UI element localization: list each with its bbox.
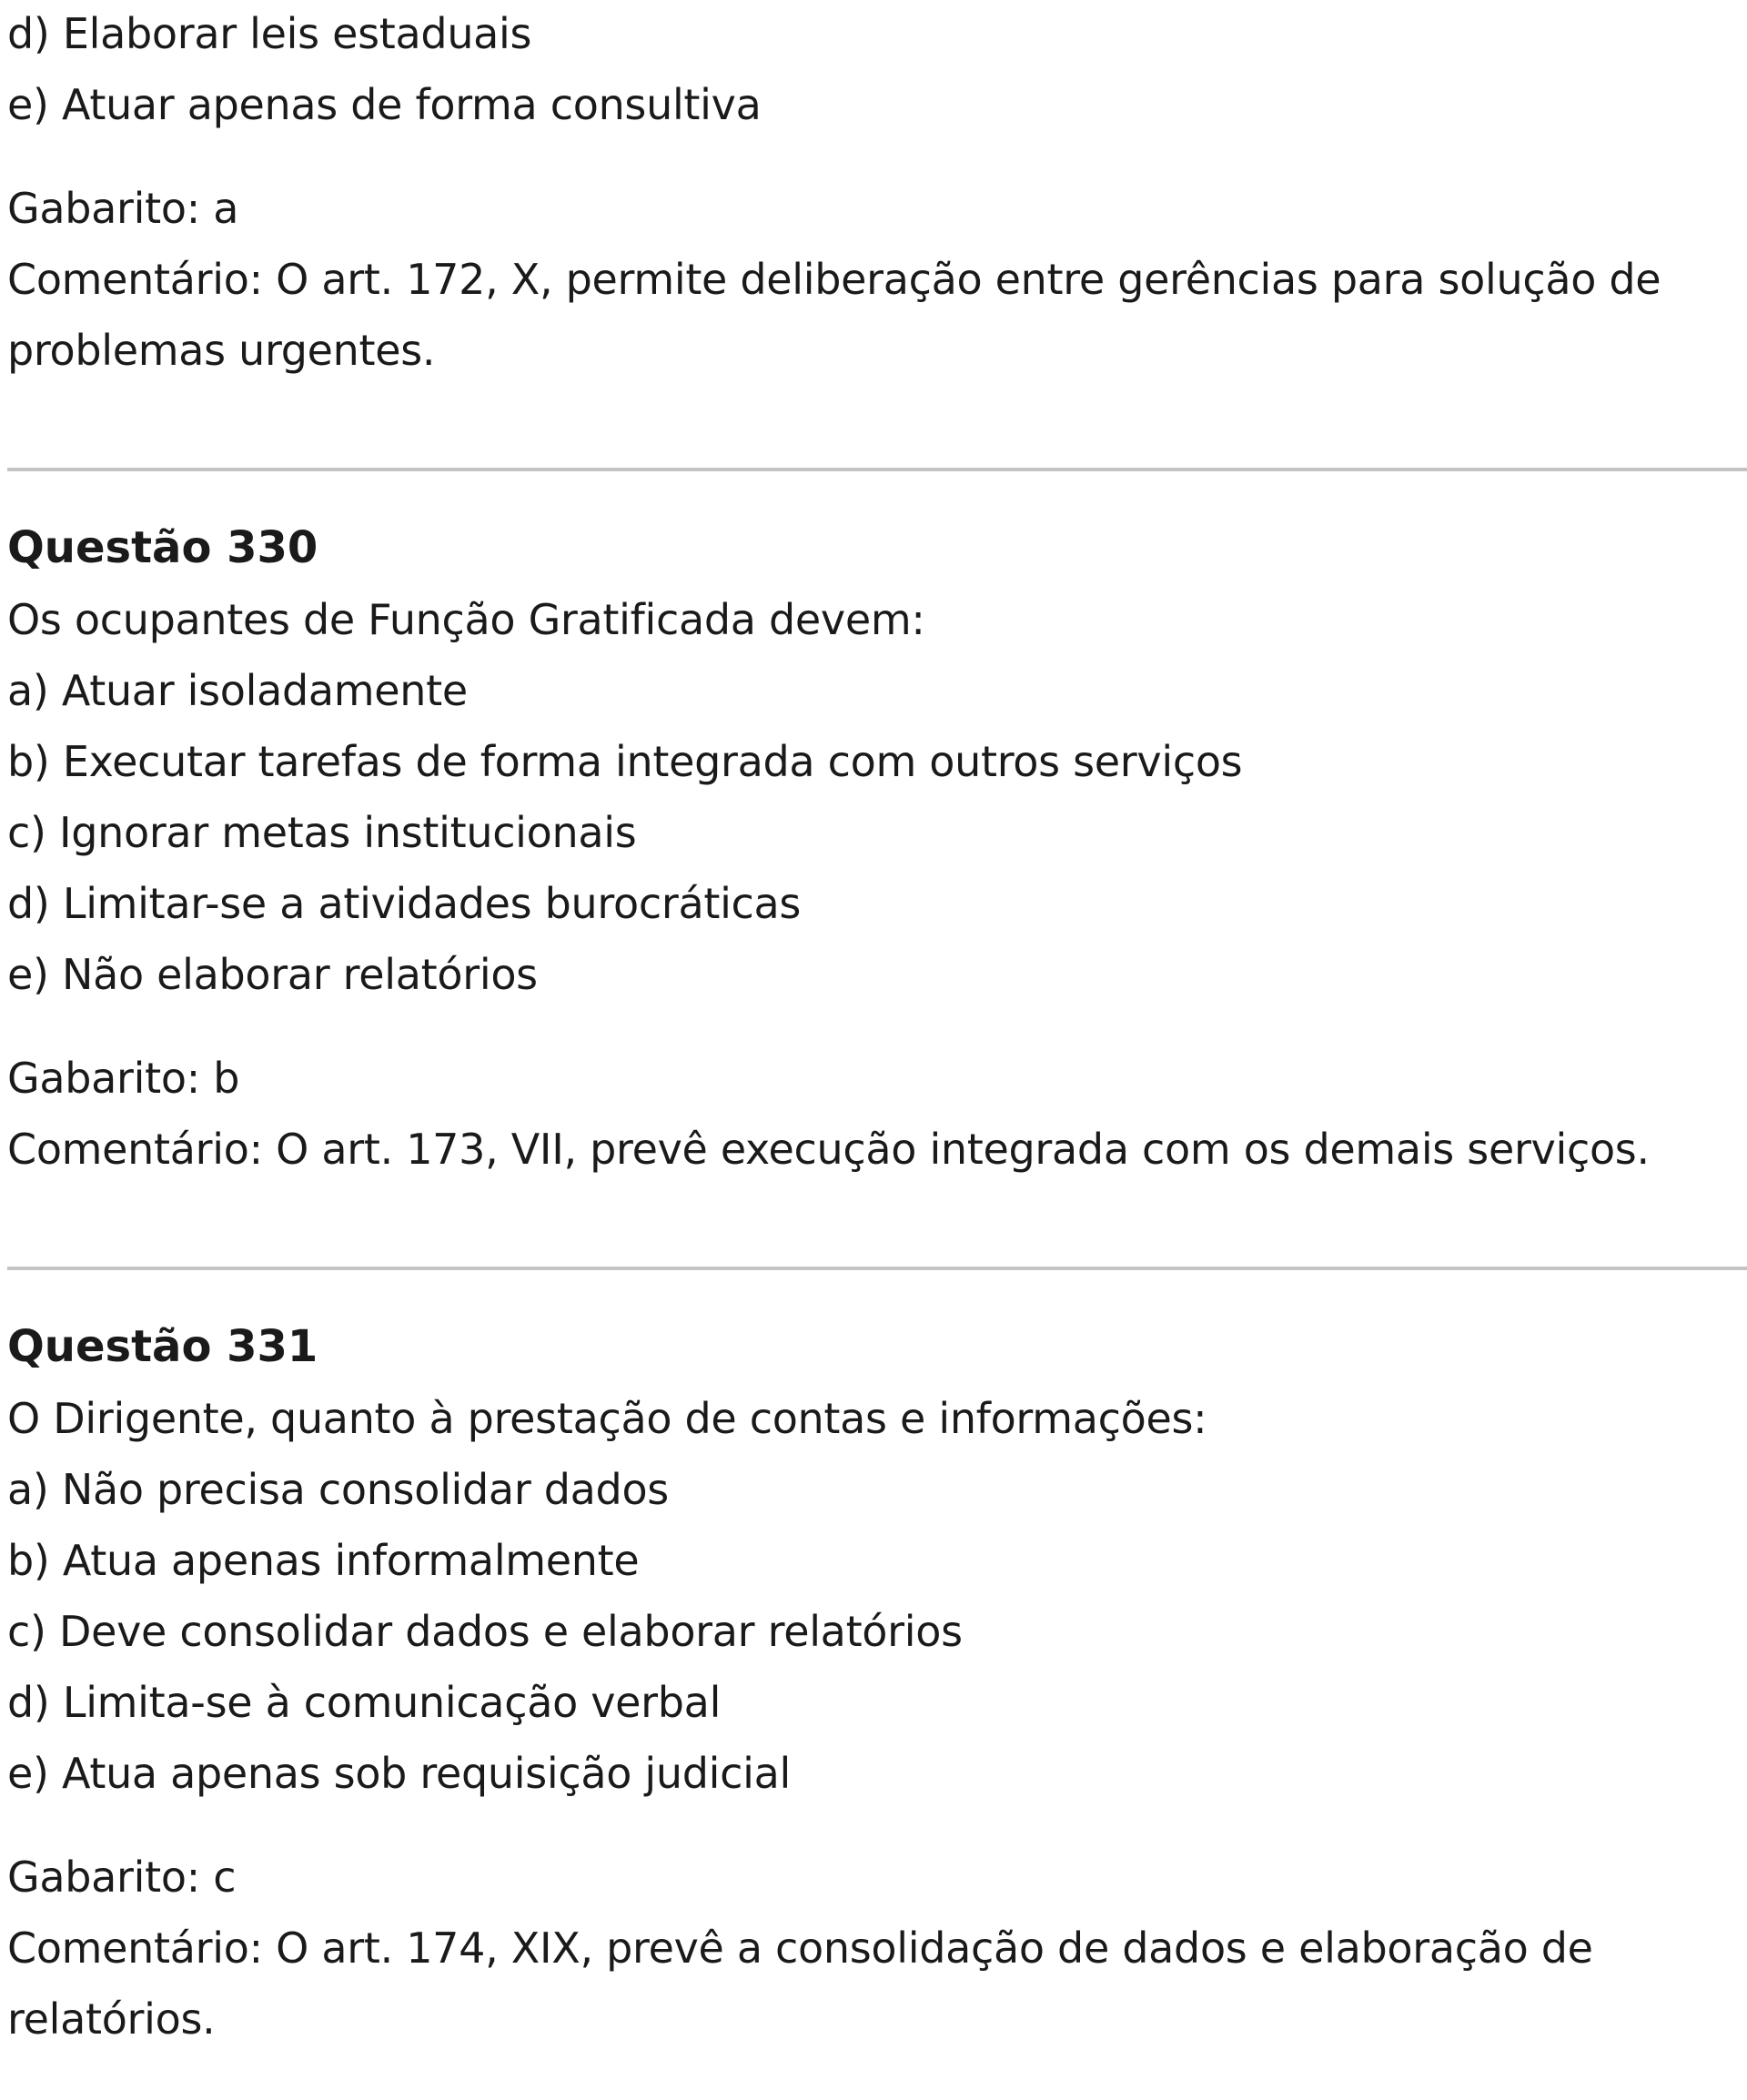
answer-comment: Comentário: O art. 173, VII, prevê execução integrada com os demais serviços. <box>7 1125 1650 1174</box>
option-a: a) Não precisa consolidar dados <box>7 1465 669 1514</box>
option-b: b) Atua apenas informalmente <box>7 1536 640 1585</box>
option-c: c) Ignorar metas institucionais <box>7 808 637 857</box>
option-c: c) Deve consolidar dados e elaborar relatórios <box>7 1607 963 1656</box>
question-title: Questão 330 <box>7 522 318 573</box>
previous-question-fragment <box>7 0 1747 386</box>
option-e: e) Não elaborar relatórios <box>7 950 538 999</box>
option-a: a) Atuar isoladamente <box>7 666 468 715</box>
question-331 <box>7 1310 1747 2055</box>
option-d: d) Limitar-se a atividades burocráticas <box>7 879 802 928</box>
answer-key: Gabarito: a <box>7 184 239 233</box>
option-e: e) Atua apenas sob requisição judicial <box>7 1749 791 1798</box>
answer-key: Gabarito: c <box>7 1853 237 1902</box>
question-330 <box>7 511 1747 1185</box>
option-e: e) Atuar apenas de forma consultiva <box>7 80 762 129</box>
answer-key: Gabarito: b <box>7 1054 240 1103</box>
question-stem: Os ocupantes de Função Gratificada devem: <box>7 595 925 644</box>
question-stem: O Dirigente, quanto à prestação de contas e informações: <box>7 1394 1207 1443</box>
answer-comment: Comentário: O art. 174, XIX, prevê a consolidação de dados e elaboração de relatórios. <box>7 1923 1593 2044</box>
option-d: d) Elaborar leis estaduais <box>7 9 532 58</box>
answer-comment: Comentário: O art. 172, X, permite deliberação entre gerências para solução de problemas urgentes. <box>7 255 1661 375</box>
option-d: d) Limita-se à comunicação verbal <box>7 1678 722 1727</box>
question-title: Questão 331 <box>7 1321 318 1372</box>
option-b: b) Executar tarefas de forma integrada com outros serviços <box>7 737 1243 786</box>
